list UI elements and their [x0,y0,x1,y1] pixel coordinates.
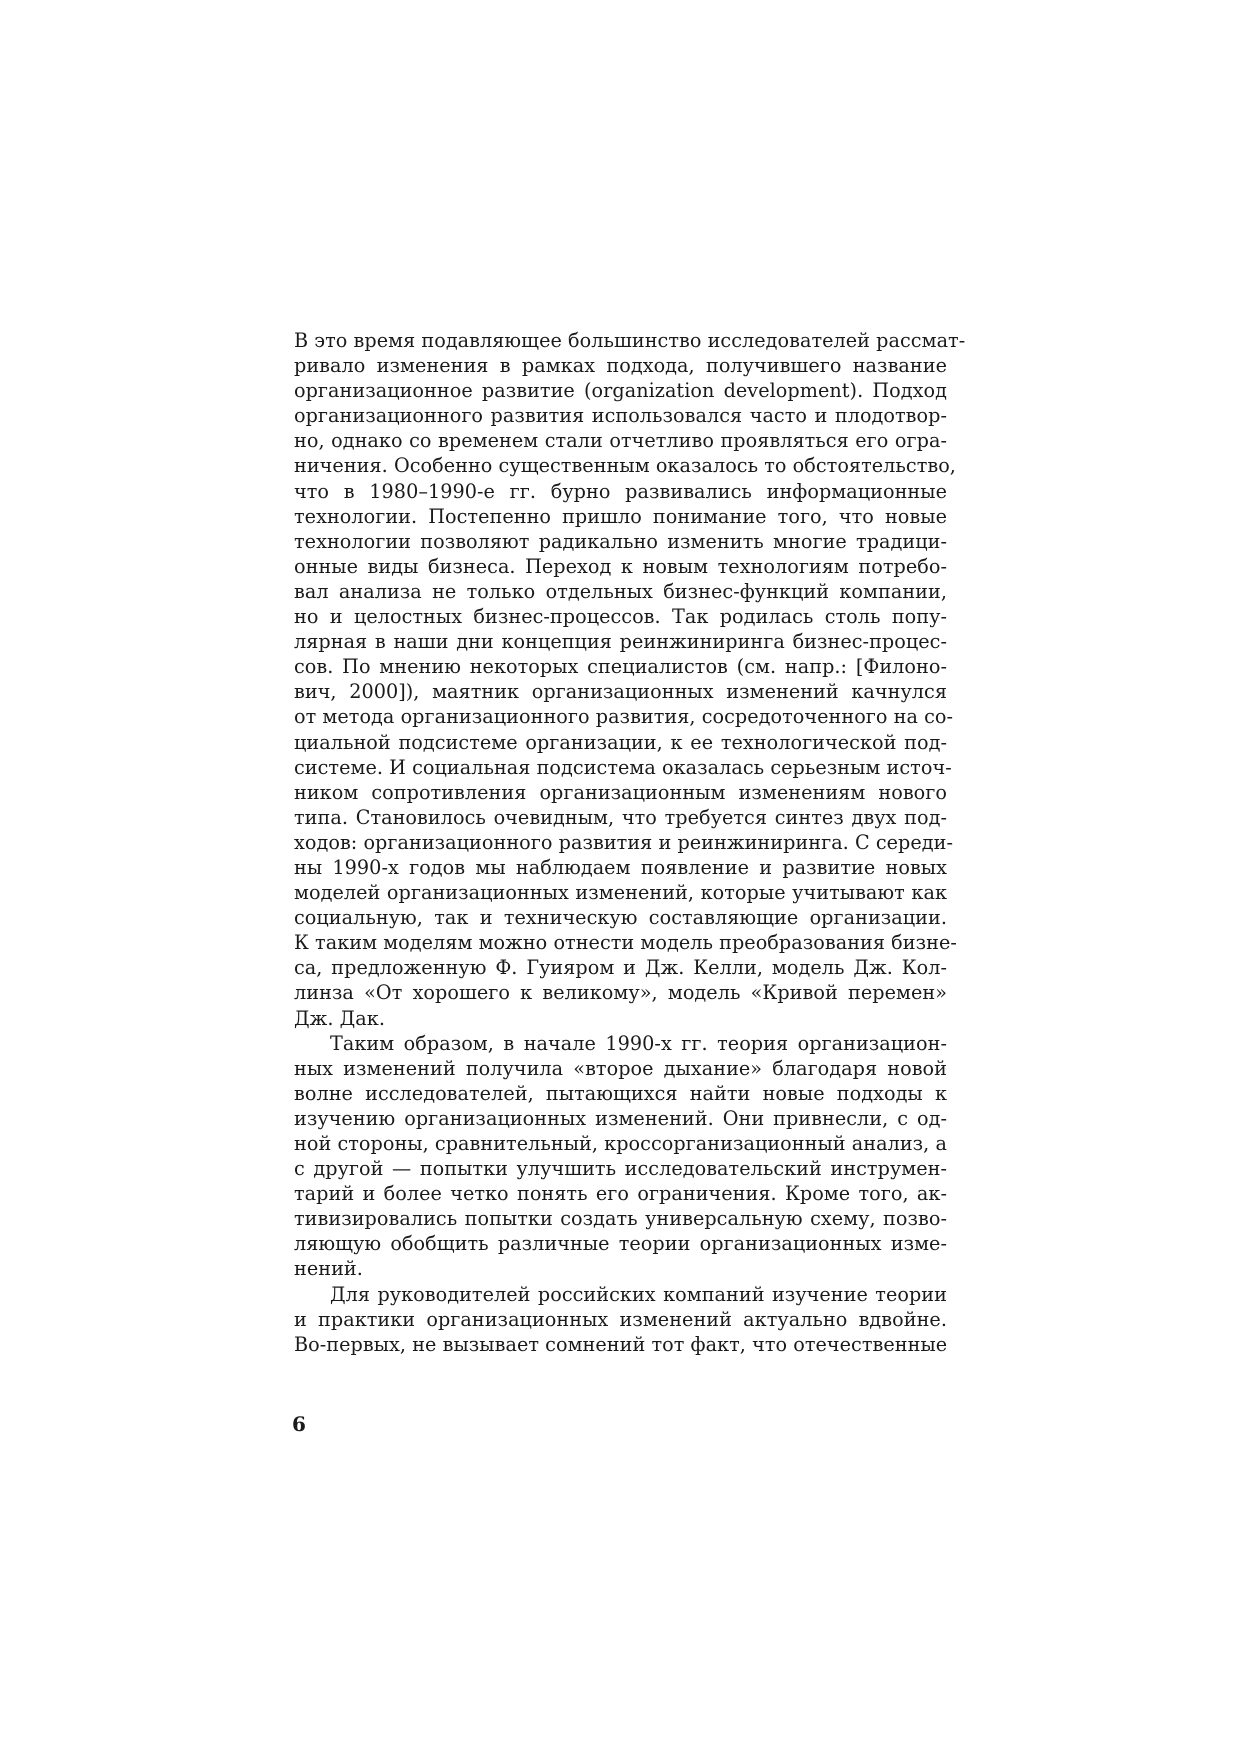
text-line: что в 1980–1990-е гг. бурно развивались информационные [294,479,947,503]
page-number: 6 [292,1412,306,1436]
text-line: са, предложенную Ф. Гуияром и Дж. Келли, модель Дж. Кол- [294,956,947,980]
text-line: В это время подавляющее большинство исследователей рассмат- [294,329,966,352]
text-line: Во-первых, не вызывает сомнений тот факт, что отечественные [294,1332,948,1356]
text-line: системе. И социальная подсистема оказалась серьезным источ- [294,755,952,779]
text-line: тарий и более четко понять его ограничения. Кроме того, ак- [294,1182,947,1206]
text-line: сов. По мнению некоторых специалистов (см. напр.: [Филоно- [294,655,947,679]
text-line: онные виды бизнеса. Переход к новым технологиям потребо- [294,554,947,578]
text-line: тивизировались попытки создать универсальную схему, позво- [294,1207,947,1231]
text-line: Таким образом, в начале 1990-х гг. теория организацион- [330,1031,947,1055]
text-line: организационного развития использовался часто и плодотвор- [294,404,947,428]
text-line: социальную, так и техническую составляющие организации. [294,906,947,930]
text-line: вич, 2000]), маятник организационных изменений качнулся [294,680,947,704]
text-line: линза «От хорошего к великому», модель «Кривой перемен» [294,981,947,1005]
text-line: лярная в наши дни концепция реинжиниринга бизнес-процес- [294,630,947,654]
text-line: ляющую обобщить различные теории организационных изме- [294,1232,947,1256]
text-line: технологии позволяют радикально изменить многие традици- [294,529,947,553]
text-line: ходов: организационного развития и реинжиниринга. С середи- [294,830,954,854]
text-line: ной стороны, сравнительный, кроссорганизационный анализ, а [294,1132,947,1155]
text-line: организационное развитие (organization development). Подход [294,379,947,403]
text-line: К таким моделям можно отнести модель преобразования бизне- [294,931,957,955]
text-line: ником сопротивления организационным изменениям нового [294,780,947,804]
text-line: изучению организационных изменений. Они привнесли, с од- [294,1106,947,1130]
text-line: моделей организационных изменений, которые учитывают как [294,881,947,905]
text-line: и практики организационных изменений актуально вдвойне. [294,1307,947,1331]
text-line: циальной подсистеме организации, к ее технологической под- [294,730,947,754]
text-line: ны 1990-х годов мы наблюдаем появление и развитие новых [294,855,947,879]
text-line: от метода организационного развития, сосредоточенного на со- [294,705,954,729]
text-line: но и целостных бизнес-процессов. Так родилась столь попу- [294,605,947,629]
text-line: технологии. Постепенно пришло понимание того, что новые [294,504,947,528]
text-line: вал анализа не только отдельных бизнес-функций компании, [294,579,947,603]
text-line: ривало изменения в рамках подхода, получившего название [294,354,947,378]
text-line: нений. [294,1257,363,1281]
body-text [294,328,966,1357]
text-line: типа. Становилось очевидным, что требуется синтез двух под- [294,805,947,829]
text-line: с другой — попытки улучшить исследовательский инструмен- [294,1157,947,1181]
text-line: волне исследователей, пытающихся найти новые подходы к [294,1081,947,1105]
text-line: ничения. Особенно существенным оказалось то обстоятельство, [294,454,956,478]
text-line: но, однако со временем стали отчетливо проявляться его огра- [294,429,947,453]
text-line: ных изменений получила «второе дыхание» благодаря новой [294,1056,947,1080]
text-line: Дж. Дак. [294,1006,385,1030]
text-line: Для руководителей российских компаний изучение теории [330,1282,947,1306]
